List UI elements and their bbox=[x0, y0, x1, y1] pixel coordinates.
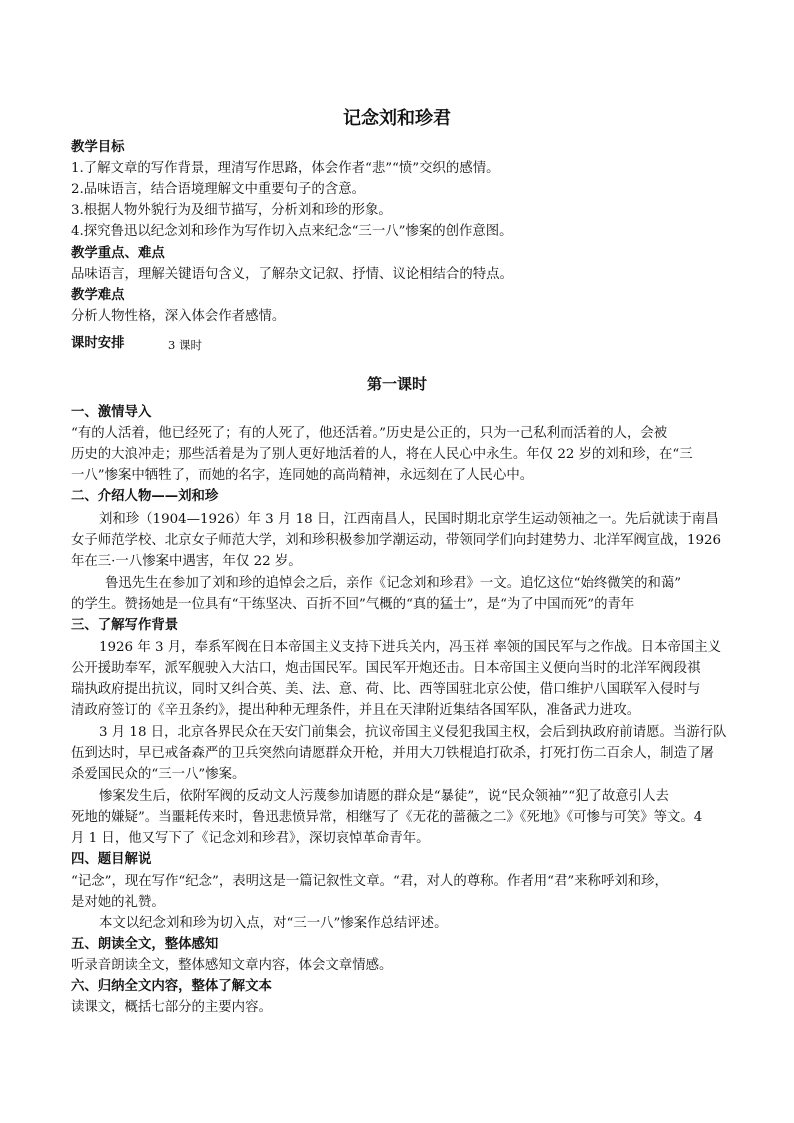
section-heading: 六、归纳全文内容，整体了解文本 bbox=[71, 979, 272, 994]
paragraph-line: 历史的大浪冲走；那些活着是为了别人更好地活着的人，将在人民心中永生。年仅 22 岁的刘和珍，在“三 bbox=[71, 447, 693, 462]
paragraph-line: “有的人活着，他已经死了；有的人死了，他还活着。”历史是公正的，只为一己私利而活着的人，会被 bbox=[71, 426, 668, 441]
paragraph-line: 死地的嫌疑”。当噩耗传来时，鲁迅悲愤异常，相继写了《无花的蔷薇之二》《死地》《可惨与可笑》等文。4 bbox=[71, 810, 703, 825]
schedule-label: 课时安排 bbox=[71, 336, 125, 351]
paragraph-line: 瑞执政府提出抗议，同时又纠合英、美、法、意、荷、比、西等国驻北京公使，借口维护八国联军入侵时与 bbox=[71, 682, 701, 697]
section-heading: 二、介绍人物——刘和珍 bbox=[71, 489, 219, 504]
paragraph-line: 清政府签订的《辛丑条约》，提出种种无理条件，并且在天津附近集结各国军队，准备武力进攻。 bbox=[71, 703, 641, 718]
paragraph-line: 一八”惨案中牺牲了，而她的名字，连同她的高尚精神，永远刻在了人民心中。 bbox=[71, 468, 534, 483]
section-heading: 四、题目解说 bbox=[71, 852, 152, 867]
paragraph-line: 的学生。赞扬她是一位具有“干练坚决、百折不回”气概的“真的猛士”，是“为了中国而死”的青年 bbox=[71, 597, 635, 612]
section-heading: 三、了解写作背景 bbox=[71, 618, 179, 633]
paragraph-line: 刘和珍（1904—1926）年 3 月 18 日，江西南昌人，民国时期北京学生运动领袖之一。先后就读于南昌 bbox=[99, 512, 719, 527]
key-points-text: 品味语言，理解关键语句含义，了解杂文记叙、抒情、议论相结合的特点。 bbox=[71, 267, 513, 282]
paragraph-line: 女子师范学校、北京女子师范大学，刘和珍积极参加学潮运动，带领同学们向封建势力、北洋军阀宣战，1926 bbox=[71, 533, 722, 548]
difficulty-text: 分析人物性格，深入体会作者感情。 bbox=[71, 309, 286, 324]
goal-item: 1.了解文章的写作背景，理清写作思路，体会作者“悲”“愤”交织的感情。 bbox=[71, 161, 500, 176]
document-title: 记念刘和珍君 bbox=[343, 108, 451, 129]
section-heading: 一、激情导入 bbox=[71, 405, 152, 420]
paragraph-line: 鲁迅先生在参加了刘和珍的追悼会之后，亲作《记念刘和珍君》一文。追忆这位“始终微笑的和蔼” bbox=[105, 576, 682, 591]
goal-item: 4.探究鲁迅以纪念刘和珍作为写作切入点来纪念“三一八”惨案的创作意图。 bbox=[71, 224, 513, 239]
schedule-value: 3 课时 bbox=[168, 338, 202, 352]
paragraph-line: 杀爱国民众的“三一八”惨案。 bbox=[71, 767, 246, 782]
paragraph-line: “记念”，现在写作“纪念”，表明这是一篇记叙性文章。“君，对人的尊称。作者用“君”来称呼刘和珍， bbox=[71, 874, 668, 889]
paragraph-line: 1926 年 3 月，奉系军阀在日本帝国主义支持下进兵关内，冯玉祥 率领的国民军与之作战。日本帝国主义 bbox=[99, 640, 722, 655]
paragraph-line: 本文以纪念刘和珍为切入点，对“三一八”惨案作总结评述。 bbox=[99, 916, 448, 931]
key-points-heading: 教学重点、难点 bbox=[71, 246, 165, 261]
paragraph-line: 伍到达时，早已戒备森严的卫兵突然向请愿群众开枪，并用大刀铁棍追打砍杀，打死打伤二百余人，制造了屠 bbox=[71, 746, 714, 761]
paragraph-line: 公开援助奉军，派军舰驶入大沽口，炮击国民军。国民军开炮还击。日本帝国主义便向当时的北洋军阀段祺 bbox=[71, 661, 701, 676]
difficulty-heading: 教学难点 bbox=[71, 288, 125, 303]
paragraph-line: 月 1 日，他又写下了《记念刘和珍君》，深切哀悼革命青年。 bbox=[71, 831, 430, 846]
paragraph-line: 惨案发生后，依附军阀的反动文人污蔑参加请愿的群众是“暴徒”，说“民众领袖”“犯了故意引人去 bbox=[99, 789, 669, 804]
lesson-title: 第一课时 bbox=[366, 375, 427, 393]
paragraph-line: 3 月 18 日，北京各界民众在天安门前集会，抗议帝国主义侵犯我国主权，会后到执政府前请愿。当游行队 bbox=[99, 725, 727, 740]
paragraph-line: 年在三·一八惨案中遇害，年仅 22 岁。 bbox=[71, 554, 302, 569]
paragraph-line: 听录音朗读全文，整体感知文章内容，体会文章情感。 bbox=[71, 958, 393, 973]
goal-item: 3.根据人物外貌行为及细节描写，分析刘和珍的形象。 bbox=[71, 203, 392, 218]
section-heading: 五、朗读全文，整体感知 bbox=[71, 937, 219, 952]
paragraph-line: 读课文，概括七部分的主要内容。 bbox=[71, 1000, 272, 1015]
goals-heading: 教学目标 bbox=[71, 140, 125, 155]
paragraph-line: 是对她的礼赞。 bbox=[71, 895, 165, 910]
goal-item: 2.品味语言，结合语境理解文中重要句子的含意。 bbox=[71, 182, 365, 197]
